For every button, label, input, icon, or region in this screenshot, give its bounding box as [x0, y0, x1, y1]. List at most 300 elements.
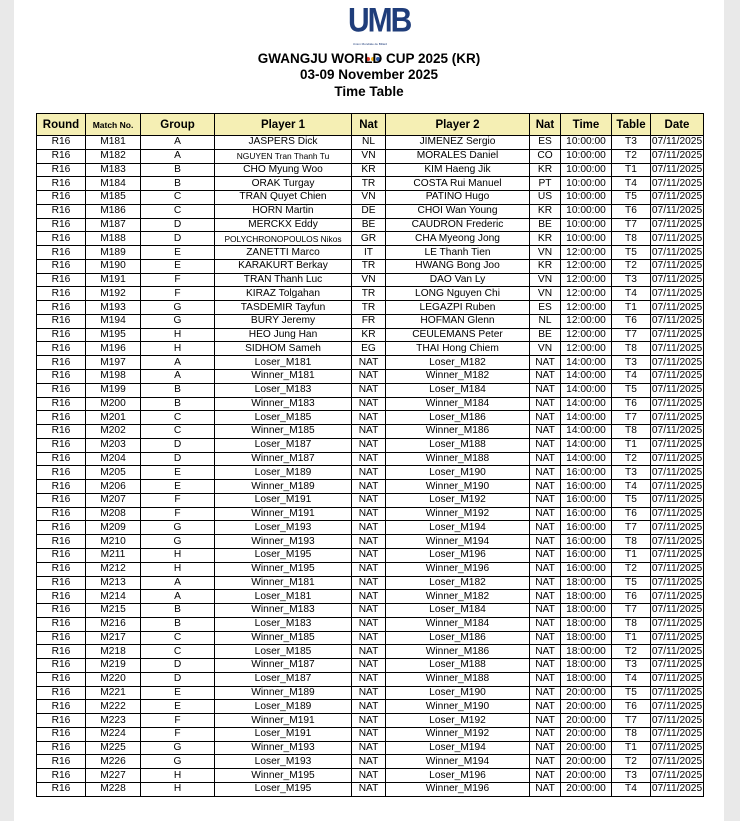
cell-group: G	[141, 535, 215, 549]
cell-player-1: Winner_M193	[215, 535, 352, 549]
cell-round: R16	[37, 576, 86, 590]
cell-player-2: COSTA Rui Manuel	[386, 177, 530, 191]
cell-round: R16	[37, 755, 86, 769]
table-row	[37, 700, 704, 714]
document-page	[14, 0, 724, 821]
table-row	[37, 480, 704, 494]
cell-nat-2: NL	[530, 314, 561, 328]
cell-nat-2: BE	[530, 218, 561, 232]
cell-nat-1: NAT	[352, 548, 386, 562]
cell-date: 07/11/2025	[651, 260, 703, 272]
table-row	[37, 370, 704, 384]
cell-group: B	[141, 604, 215, 618]
cell-nat-1: IT	[352, 246, 386, 260]
cell-round: R16	[37, 136, 86, 150]
cell-round: R16	[37, 191, 86, 205]
cell-table: T2	[612, 452, 651, 466]
cell-round: R16	[37, 645, 86, 659]
cell-date: 07/11/2025	[651, 274, 703, 286]
cell-player-2: Loser_M196	[386, 769, 530, 783]
cell-group: A	[141, 370, 215, 384]
cell-player-1: Loser_M181	[215, 590, 352, 604]
cell-player-1: Loser_M195	[215, 782, 352, 796]
cell-match-no: M205	[86, 466, 141, 480]
cell-match-no: M203	[86, 438, 141, 452]
cell-table: T7	[612, 411, 651, 425]
cell-match-no: M182	[86, 149, 141, 163]
cell-player-2: LE Thanh Tien	[386, 246, 530, 260]
cell-match-no: M181	[86, 136, 141, 150]
cell-group: G	[141, 314, 215, 328]
cell-nat-2: VN	[530, 287, 561, 301]
cell-nat-2: NAT	[530, 521, 561, 535]
cell-nat-1: NAT	[352, 590, 386, 604]
cell-table: T3	[612, 659, 651, 673]
cell-date: 07/11/2025	[651, 563, 703, 575]
cell-group: H	[141, 548, 215, 562]
cell-time: 18:00:00	[561, 576, 612, 590]
cell-table: T3	[612, 356, 651, 370]
cell-nat-1: TR	[352, 177, 386, 191]
cell-date: 07/11/2025	[651, 783, 703, 795]
cell-player-1: Winner_M195	[215, 562, 352, 576]
cell-date: 07/11/2025	[651, 700, 703, 712]
cell-nat-2: NAT	[530, 631, 561, 645]
cell-group: E	[141, 466, 215, 480]
table-row	[37, 493, 704, 507]
cell-time: 20:00:00	[561, 727, 612, 741]
table-row	[37, 191, 704, 205]
cell-player-1: Winner_M189	[215, 686, 352, 700]
cell-match-no: M207	[86, 493, 141, 507]
header-player-2: Player 2	[386, 114, 530, 136]
cell-table: T4	[612, 370, 651, 384]
table-row	[37, 576, 704, 590]
table-row	[37, 521, 704, 535]
cell-date: 07/11/2025	[651, 466, 703, 478]
cell-date: 07/11/2025	[651, 301, 703, 313]
cell-date: 07/11/2025	[651, 645, 703, 657]
cell-nat-1: NAT	[352, 727, 386, 741]
cell-player-1: Winner_M183	[215, 604, 352, 618]
cell-table: T1	[612, 548, 651, 562]
cell-match-no: M206	[86, 480, 141, 494]
cell-player-2: Loser_M182	[386, 576, 530, 590]
cell-match-no: M211	[86, 548, 141, 562]
cell-time: 14:00:00	[561, 425, 612, 439]
cell-date: 07/11/2025	[651, 218, 703, 230]
cell-group: A	[141, 136, 215, 150]
cell-nat-2: NAT	[530, 562, 561, 576]
cell-nat-1: NAT	[352, 521, 386, 535]
table-row	[37, 452, 704, 466]
cell-match-no: M209	[86, 521, 141, 535]
umb-logo	[348, 1, 411, 52]
cell-table: T8	[612, 232, 651, 246]
cell-match-no: M214	[86, 590, 141, 604]
cell-player-2: Winner_M196	[386, 562, 530, 576]
cell-nat-1: VN	[352, 191, 386, 205]
cell-date: 07/11/2025	[651, 549, 703, 561]
cell-date: 07/11/2025	[651, 191, 703, 203]
cell-group: G	[141, 755, 215, 769]
cell-round: R16	[37, 672, 86, 686]
cell-match-no: M197	[86, 356, 141, 370]
cell-match-no: M194	[86, 314, 141, 328]
cell-time: 10:00:00	[561, 232, 612, 246]
cell-player-1: MERCKX Eddy	[215, 218, 352, 232]
cell-table: T4	[612, 672, 651, 686]
cell-nat-2: NAT	[530, 425, 561, 439]
cell-match-no: M225	[86, 741, 141, 755]
cell-player-2: PATINO Hugo	[386, 191, 530, 205]
cell-player-1: Loser_M181	[215, 356, 352, 370]
cell-player-2: KIM Haeng Jik	[386, 163, 530, 177]
cell-match-no: M192	[86, 287, 141, 301]
cell-player-1: Loser_M193	[215, 755, 352, 769]
cell-nat-1: NL	[352, 136, 386, 150]
cell-match-no: M201	[86, 411, 141, 425]
cell-round: R16	[37, 177, 86, 191]
table-row	[37, 259, 704, 273]
table-row	[37, 342, 704, 356]
cell-player-1: Loser_M189	[215, 466, 352, 480]
cell-nat-1: NAT	[352, 535, 386, 549]
cell-player-1: TRAN Quyet Chien	[215, 191, 352, 205]
cell-nat-2: NAT	[530, 755, 561, 769]
cell-table: T8	[612, 535, 651, 549]
cell-table: T2	[612, 645, 651, 659]
cell-group: C	[141, 645, 215, 659]
cell-nat-2: NAT	[530, 590, 561, 604]
cell-date: 07/11/2025	[651, 673, 703, 685]
cell-table: T1	[612, 301, 651, 315]
cell-date: 07/11/2025	[651, 246, 703, 258]
cell-round: R16	[37, 425, 86, 439]
cell-nat-1: DE	[352, 204, 386, 218]
cell-nat-1: NAT	[352, 617, 386, 631]
cell-match-no: M219	[86, 659, 141, 673]
cell-nat-1: NAT	[352, 466, 386, 480]
cell-time: 10:00:00	[561, 136, 612, 150]
cell-table: T4	[612, 480, 651, 494]
cell-round: R16	[37, 617, 86, 631]
cell-nat-1: FR	[352, 314, 386, 328]
cell-nat-1: TR	[352, 301, 386, 315]
cell-player-2: LONG Nguyen Chi	[386, 287, 530, 301]
cell-round: R16	[37, 521, 86, 535]
table-row	[37, 769, 704, 783]
cell-player-1: CHO Myung Woo	[215, 163, 352, 177]
cell-time: 20:00:00	[561, 741, 612, 755]
cell-table: T6	[612, 700, 651, 714]
cell-date: 07/11/2025	[651, 136, 703, 148]
cell-time: 18:00:00	[561, 659, 612, 673]
cell-group: C	[141, 425, 215, 439]
cell-nat-2: NAT	[530, 659, 561, 673]
cell-match-no: M188	[86, 232, 141, 246]
cell-match-no: M189	[86, 246, 141, 260]
table-row	[37, 755, 704, 769]
cell-round: R16	[37, 466, 86, 480]
cell-player-2: Winner_M186	[386, 425, 530, 439]
cell-nat-1: NAT	[352, 493, 386, 507]
cell-group: B	[141, 163, 215, 177]
cell-nat-2: NAT	[530, 452, 561, 466]
cell-time: 10:00:00	[561, 204, 612, 218]
header-round: Round	[37, 114, 86, 136]
cell-player-2: Loser_M188	[386, 438, 530, 452]
cell-table: T5	[612, 191, 651, 205]
cell-table: T4	[612, 287, 651, 301]
table-row	[37, 438, 704, 452]
logo-text: UMB	[348, 1, 411, 40]
cell-table: T7	[612, 521, 651, 535]
cell-group: E	[141, 480, 215, 494]
cell-table: T6	[612, 590, 651, 604]
cell-nat-1: NAT	[352, 645, 386, 659]
cell-group: G	[141, 521, 215, 535]
cell-nat-1: EG	[352, 342, 386, 356]
cell-player-1: KIRAZ Tolgahan	[215, 287, 352, 301]
cell-date: 07/11/2025	[651, 384, 703, 396]
cell-time: 16:00:00	[561, 562, 612, 576]
table-row	[37, 714, 704, 728]
cell-time: 12:00:00	[561, 273, 612, 287]
cell-player-2: Loser_M184	[386, 383, 530, 397]
cell-match-no: M213	[86, 576, 141, 590]
cell-player-1: Loser_M195	[215, 548, 352, 562]
table-header-row	[37, 114, 704, 136]
cell-time: 20:00:00	[561, 782, 612, 796]
table-row	[37, 782, 704, 796]
cell-table: T4	[612, 782, 651, 796]
cell-group: H	[141, 328, 215, 342]
cell-round: R16	[37, 149, 86, 163]
cell-player-2: Loser_M194	[386, 741, 530, 755]
cell-table: T7	[612, 218, 651, 232]
cell-nat-1: NAT	[352, 604, 386, 618]
cell-player-1: Loser_M185	[215, 411, 352, 425]
cell-time: 16:00:00	[561, 521, 612, 535]
cell-table: T5	[612, 493, 651, 507]
table-row	[37, 741, 704, 755]
cell-time: 12:00:00	[561, 301, 612, 315]
table-row	[37, 425, 704, 439]
cell-date: 07/11/2025	[651, 535, 703, 547]
cell-round: R16	[37, 246, 86, 260]
cell-match-no: M196	[86, 342, 141, 356]
cell-date: 07/11/2025	[651, 397, 703, 409]
cell-player-2: Loser_M182	[386, 356, 530, 370]
cell-match-no: M200	[86, 397, 141, 411]
cell-table: T3	[612, 136, 651, 150]
cell-round: R16	[37, 562, 86, 576]
cell-match-no: M191	[86, 273, 141, 287]
cell-player-2: CEULEMANS Peter	[386, 328, 530, 342]
cell-player-1: Winner_M191	[215, 507, 352, 521]
cell-table: T3	[612, 466, 651, 480]
cell-player-1: Loser_M193	[215, 521, 352, 535]
cell-player-2: CHA Myeong Jong	[386, 232, 530, 246]
cell-player-2: Winner_M192	[386, 507, 530, 521]
cell-date: 07/11/2025	[651, 411, 703, 423]
cell-time: 12:00:00	[561, 259, 612, 273]
cell-time: 18:00:00	[561, 617, 612, 631]
table-row	[37, 411, 704, 425]
timetable-body	[37, 136, 704, 797]
cell-group: G	[141, 301, 215, 315]
cell-date: 07/11/2025	[651, 163, 703, 175]
cell-nat-1: NAT	[352, 672, 386, 686]
cell-nat-2: NAT	[530, 397, 561, 411]
cell-date: 07/11/2025	[651, 150, 703, 162]
cell-round: R16	[37, 535, 86, 549]
cell-player-1: TRAN Thanh Luc	[215, 273, 352, 287]
header-match-no: Match No.	[86, 114, 141, 136]
cell-round: R16	[37, 493, 86, 507]
cell-player-2: Loser_M194	[386, 521, 530, 535]
header-date: Date	[651, 114, 704, 136]
cell-player-2: HOFMAN Glenn	[386, 314, 530, 328]
cell-player-1: Loser_M191	[215, 727, 352, 741]
cell-match-no: M221	[86, 686, 141, 700]
table-row	[37, 727, 704, 741]
cell-player-2: Loser_M188	[386, 659, 530, 673]
cell-player-2: Winner_M182	[386, 590, 530, 604]
cell-date: 07/11/2025	[651, 342, 703, 354]
cell-date: 07/11/2025	[651, 508, 703, 520]
cell-match-no: M216	[86, 617, 141, 631]
cell-group: E	[141, 686, 215, 700]
cell-round: R16	[37, 356, 86, 370]
table-row	[37, 356, 704, 370]
cell-nat-2: VN	[530, 246, 561, 260]
table-row	[37, 287, 704, 301]
cell-nat-2: NAT	[530, 370, 561, 384]
cell-group: F	[141, 727, 215, 741]
cell-nat-1: NAT	[352, 425, 386, 439]
cell-round: R16	[37, 548, 86, 562]
table-row	[37, 686, 704, 700]
cell-nat-1: NAT	[352, 631, 386, 645]
cell-player-1: POLYCHRONOPOULOS Nikos	[215, 232, 352, 246]
table-row	[37, 314, 704, 328]
cell-date: 07/11/2025	[651, 576, 703, 588]
cell-player-1: TASDEMIR Tayfun	[215, 301, 352, 315]
cell-round: R16	[37, 631, 86, 645]
cell-date: 07/11/2025	[651, 755, 703, 767]
cell-date: 07/11/2025	[651, 452, 703, 464]
cell-match-no: M183	[86, 163, 141, 177]
cell-match-no: M199	[86, 383, 141, 397]
cell-nat-2: PT	[530, 177, 561, 191]
cell-time: 16:00:00	[561, 466, 612, 480]
cell-nat-1: VN	[352, 149, 386, 163]
cell-time: 10:00:00	[561, 149, 612, 163]
cell-player-2: THAI Hong Chiem	[386, 342, 530, 356]
cell-player-1: Loser_M185	[215, 645, 352, 659]
table-row	[37, 397, 704, 411]
cell-match-no: M185	[86, 191, 141, 205]
cell-player-2: LEGAZPI Ruben	[386, 301, 530, 315]
cell-nat-2: NAT	[530, 383, 561, 397]
cell-group: A	[141, 590, 215, 604]
cell-player-1: Winner_M187	[215, 452, 352, 466]
table-row	[37, 590, 704, 604]
cell-date: 07/11/2025	[651, 287, 703, 299]
cell-table: T7	[612, 328, 651, 342]
cell-match-no: M223	[86, 714, 141, 728]
table-row	[37, 136, 704, 150]
cell-group: A	[141, 356, 215, 370]
cell-round: R16	[37, 301, 86, 315]
cell-group: A	[141, 149, 215, 163]
cell-match-no: M186	[86, 204, 141, 218]
cell-nat-2: NAT	[530, 356, 561, 370]
cell-match-no: M208	[86, 507, 141, 521]
cell-table: T3	[612, 769, 651, 783]
cell-table: T6	[612, 204, 651, 218]
cell-group: A	[141, 576, 215, 590]
cell-player-2: Winner_M184	[386, 397, 530, 411]
cell-player-2: CHOI Wan Young	[386, 204, 530, 218]
cell-nat-2: NAT	[530, 535, 561, 549]
cell-date: 07/11/2025	[651, 714, 703, 726]
cell-table: T8	[612, 727, 651, 741]
cell-player-1: ORAK Turgay	[215, 177, 352, 191]
cell-player-2: Loser_M186	[386, 411, 530, 425]
event-title: GWANGJU WORLD CUP 2025 (KR)	[257, 51, 481, 66]
cell-match-no: M228	[86, 782, 141, 796]
cell-group: D	[141, 672, 215, 686]
cell-round: R16	[37, 342, 86, 356]
cell-nat-1: TR	[352, 259, 386, 273]
cell-nat-1: NAT	[352, 700, 386, 714]
cell-time: 16:00:00	[561, 493, 612, 507]
table-row	[37, 604, 704, 618]
cell-nat-2: NAT	[530, 466, 561, 480]
cell-table: T5	[612, 686, 651, 700]
cell-time: 14:00:00	[561, 438, 612, 452]
table-row	[37, 645, 704, 659]
cell-match-no: M218	[86, 645, 141, 659]
cell-round: R16	[37, 287, 86, 301]
cell-nat-1: NAT	[352, 356, 386, 370]
cell-group: C	[141, 191, 215, 205]
cell-nat-2: NAT	[530, 604, 561, 618]
cell-player-2: Loser_M190	[386, 466, 530, 480]
cell-group: F	[141, 287, 215, 301]
cell-table: T1	[612, 438, 651, 452]
cell-group: B	[141, 397, 215, 411]
cell-group: C	[141, 204, 215, 218]
cell-nat-1: NAT	[352, 411, 386, 425]
cell-table: T2	[612, 755, 651, 769]
cell-player-2: Winner_M182	[386, 370, 530, 384]
cell-nat-2: NAT	[530, 480, 561, 494]
cell-player-2: Loser_M192	[386, 493, 530, 507]
header-group: Group	[141, 114, 215, 136]
cell-group: G	[141, 741, 215, 755]
cell-player-1: Loser_M183	[215, 383, 352, 397]
cell-round: R16	[37, 507, 86, 521]
cell-round: R16	[37, 714, 86, 728]
cell-time: 12:00:00	[561, 314, 612, 328]
cell-match-no: M222	[86, 700, 141, 714]
cell-player-2: HWANG Bong Joo	[386, 259, 530, 273]
table-row	[37, 246, 704, 260]
